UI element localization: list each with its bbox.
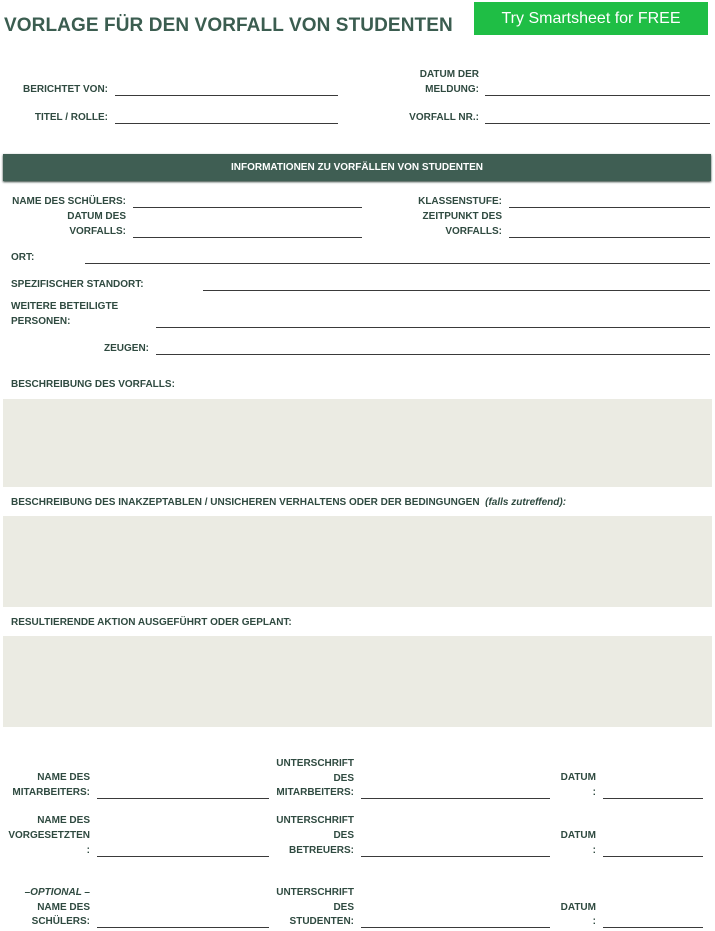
specific-location-label: SPEZIFISCHER STANDORT: (11, 279, 144, 290)
report-date-label-2: MELDUNG: (425, 84, 479, 95)
witnesses-label: ZEUGEN: (104, 343, 149, 354)
incident-time-field[interactable] (509, 237, 710, 238)
supervisor-signature-label-3: BETREUERS: (288, 845, 354, 856)
others-involved-field[interactable] (156, 327, 710, 328)
student-sign-name-label-1: NAME DES (37, 902, 90, 913)
supervisor-name-label-1: NAME DES (37, 815, 90, 826)
location-label: ORT: (11, 252, 35, 263)
report-date-label-1: DATUM DER (419, 69, 479, 80)
staff-signature-label-3: MITARBEITERS: (276, 787, 354, 798)
staff-name-field[interactable] (97, 798, 269, 799)
witnesses-field[interactable] (156, 354, 710, 355)
student-sign-name-label-2: SCHÜLERS: (31, 916, 90, 927)
student-date-field[interactable] (603, 927, 703, 928)
title-role-field[interactable] (115, 123, 338, 124)
behavior-description-textarea[interactable] (3, 516, 712, 607)
student-date-colon: : (592, 916, 596, 927)
others-involved-label-1: WEITERE BETEILIGTE (11, 301, 119, 312)
grade-label: KLASSENSTUFE: (418, 196, 502, 207)
incident-no-label: VORFALL NR.: (409, 112, 479, 123)
staff-date-label: DATUM (560, 772, 596, 783)
incident-no-field[interactable] (485, 123, 710, 124)
supervisor-name-label-2: VORGESETZTEN (8, 830, 90, 841)
staff-name-label-1: NAME DES (37, 772, 90, 783)
section-header-bar: INFORMATIONEN ZU VORFÄLLEN VON STUDENTEN (3, 154, 711, 181)
supervisor-name-label-3: : (86, 845, 90, 856)
grade-field[interactable] (509, 207, 710, 208)
supervisor-date-field[interactable] (603, 856, 703, 857)
incident-description-textarea[interactable] (3, 399, 712, 487)
optional-label: –OPTIONAL – (24, 887, 90, 898)
student-name-field[interactable] (133, 207, 362, 208)
supervisor-signature-label-2: DES (333, 830, 354, 841)
student-signature-label-2: DES (333, 902, 354, 913)
staff-signature-label-1: UNTERSCHRIFT (276, 758, 354, 769)
action-textarea[interactable] (3, 636, 712, 727)
staff-name-label-2: MITARBEITERS: (12, 787, 90, 798)
incident-description-label: BESCHREIBUNG DES VORFALLS: (11, 379, 175, 390)
behavior-description-label (11, 495, 566, 510)
staff-signature-field[interactable] (361, 798, 550, 799)
incident-date-label-1: DATUM DES (67, 211, 126, 222)
try-smartsheet-button[interactable]: Try Smartsheet for FREE (474, 2, 708, 35)
others-involved-label-2: PERSONEN: (11, 316, 71, 327)
title-role-label: TITEL / ROLLE: (34, 112, 108, 123)
reported-by-label: BERICHTET VON: (23, 84, 108, 95)
student-date-label: DATUM (560, 902, 596, 913)
student-name-label: NAME DES SCHÜLERS: (12, 196, 126, 207)
supervisor-name-field[interactable] (97, 856, 269, 857)
supervisor-signature-label-1: UNTERSCHRIFT (276, 815, 354, 826)
supervisor-date-label: DATUM (560, 830, 596, 841)
action-label: RESULTIERENDE AKTION AUSGEFÜHRT ODER GEPLANT: (11, 617, 292, 628)
supervisor-date-colon: : (592, 845, 596, 856)
reported-by-field[interactable] (115, 95, 338, 96)
incident-time-label-2: VORFALLS: (445, 226, 502, 237)
student-signature-label-3: STUDENTEN: (289, 916, 354, 927)
student-signature-label-1: UNTERSCHRIFT (276, 887, 354, 898)
incident-date-label-2: VORFALLS: (69, 226, 126, 237)
incident-time-label-1: ZEITPUNKT DES (422, 211, 502, 222)
staff-signature-label-2: DES (333, 773, 354, 784)
report-date-field[interactable] (485, 95, 710, 96)
student-signature-field[interactable] (361, 927, 550, 928)
location-field[interactable] (85, 263, 710, 264)
supervisor-signature-field[interactable] (361, 856, 550, 857)
page-title: VORLAGE FÜR DEN VORFALL VON STUDENTEN (4, 15, 453, 36)
incident-date-field[interactable] (133, 237, 362, 238)
student-sign-name-field[interactable] (97, 927, 269, 928)
behavior-description-note: (falls zutreffend): (485, 497, 567, 508)
staff-date-colon: : (592, 787, 596, 798)
specific-location-field[interactable] (203, 290, 710, 291)
behavior-description-label-text: BESCHREIBUNG DES INAKZEPTABLEN / UNSICHEREN VERHALTENS ODER DER BEDINGUNGEN (11, 497, 480, 508)
staff-date-field[interactable] (603, 798, 703, 799)
